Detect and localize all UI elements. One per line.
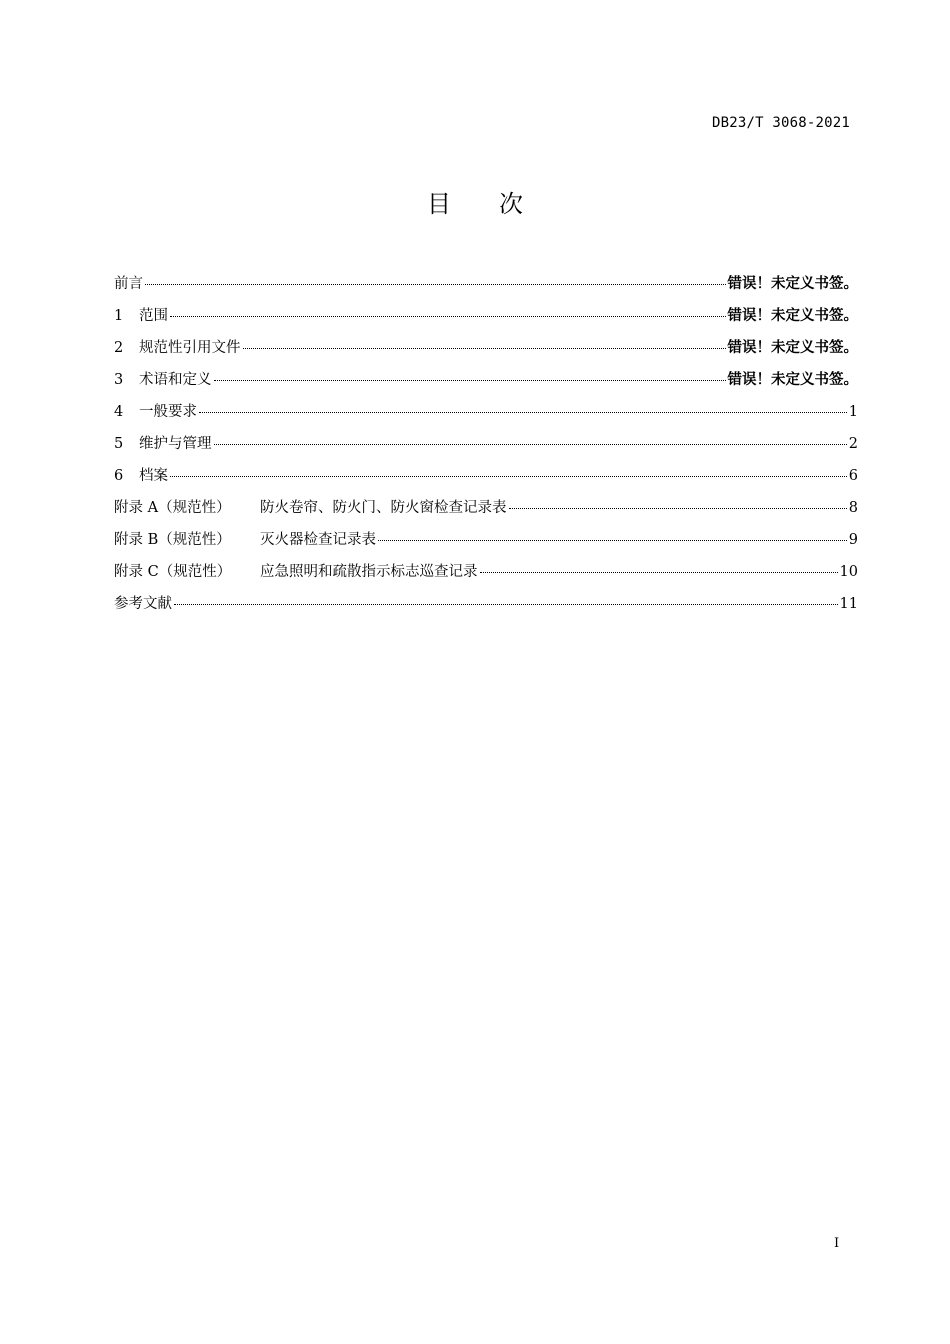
toc-entry-page: 8 bbox=[848, 500, 858, 516]
toc-entry-label: 防火卷帘、防火门、防火窗检查记录表 bbox=[260, 500, 507, 516]
dot-leader bbox=[214, 380, 726, 381]
toc-entry-appendix-tag: 附录 C（规范性） bbox=[114, 564, 232, 580]
toc-entry-label: 参考文献 bbox=[114, 596, 172, 612]
dot-leader bbox=[509, 508, 847, 509]
toc-entry-foreword[interactable] bbox=[114, 268, 858, 300]
toc-entry-label: 应急照明和疏散指示标志巡查记录 bbox=[260, 564, 478, 580]
document-code: DB23/T 3068-2021 bbox=[711, 115, 850, 131]
toc-entry-number: 3 bbox=[114, 372, 124, 388]
dot-leader bbox=[170, 316, 726, 317]
dot-leader bbox=[199, 412, 847, 413]
toc-entry-terms-definitions[interactable] bbox=[114, 364, 858, 396]
toc-entry-number: 2 bbox=[114, 340, 124, 356]
page-number: I bbox=[834, 1236, 840, 1251]
dot-leader bbox=[480, 572, 838, 573]
dot-leader bbox=[243, 348, 726, 349]
toc-entry-label: 前言 bbox=[114, 276, 143, 292]
toc-entry-page: 错误！未定义书签。 bbox=[727, 340, 858, 356]
toc-entry-bibliography[interactable] bbox=[114, 588, 858, 620]
toc-entry-number: 6 bbox=[114, 468, 124, 484]
toc-entry-label: 范围 bbox=[139, 308, 168, 324]
toc-entry-label: 灭火器检查记录表 bbox=[260, 532, 376, 548]
toc-entry-page: 2 bbox=[848, 436, 858, 452]
toc-entry-page: 错误！未定义书签。 bbox=[727, 276, 858, 292]
toc-entry-label: 维护与管理 bbox=[139, 436, 212, 452]
table-of-contents bbox=[114, 268, 858, 620]
toc-entry-page: 1 bbox=[848, 404, 858, 420]
toc-entry-number: 4 bbox=[114, 404, 124, 420]
toc-entry-label: 术语和定义 bbox=[139, 372, 212, 388]
dot-leader bbox=[174, 604, 838, 605]
toc-entry-appendix-tag: 附录 A（规范性） bbox=[114, 500, 231, 516]
toc-entry-page: 9 bbox=[848, 532, 858, 548]
toc-entry-scope[interactable] bbox=[114, 300, 858, 332]
toc-entry-appendix-a[interactable] bbox=[114, 492, 858, 524]
toc-entry-normative-references[interactable] bbox=[114, 332, 858, 364]
toc-entry-number: 5 bbox=[114, 436, 124, 452]
toc-entry-archives[interactable] bbox=[114, 460, 858, 492]
toc-entry-label: 一般要求 bbox=[139, 404, 197, 420]
toc-entry-appendix-c[interactable] bbox=[114, 556, 858, 588]
dot-leader bbox=[170, 476, 847, 477]
toc-entry-label: 规范性引用文件 bbox=[139, 340, 241, 356]
toc-entry-general-requirements[interactable] bbox=[114, 396, 858, 428]
page-title: 目次 bbox=[427, 190, 571, 218]
toc-entry-page: 10 bbox=[839, 564, 858, 580]
dot-leader bbox=[145, 284, 726, 285]
toc-entry-page: 11 bbox=[839, 596, 858, 612]
toc-entry-page: 错误！未定义书签。 bbox=[727, 372, 858, 388]
toc-entry-maintenance[interactable] bbox=[114, 428, 858, 460]
dot-leader bbox=[214, 444, 847, 445]
toc-entry-appendix-tag: 附录 B（规范性） bbox=[114, 532, 231, 548]
dot-leader bbox=[378, 540, 847, 541]
toc-entry-page: 错误！未定义书签。 bbox=[727, 308, 858, 324]
toc-entry-appendix-b[interactable] bbox=[114, 524, 858, 556]
toc-entry-number: 1 bbox=[114, 308, 124, 324]
toc-entry-label: 档案 bbox=[139, 468, 168, 484]
toc-entry-page: 6 bbox=[848, 468, 858, 484]
